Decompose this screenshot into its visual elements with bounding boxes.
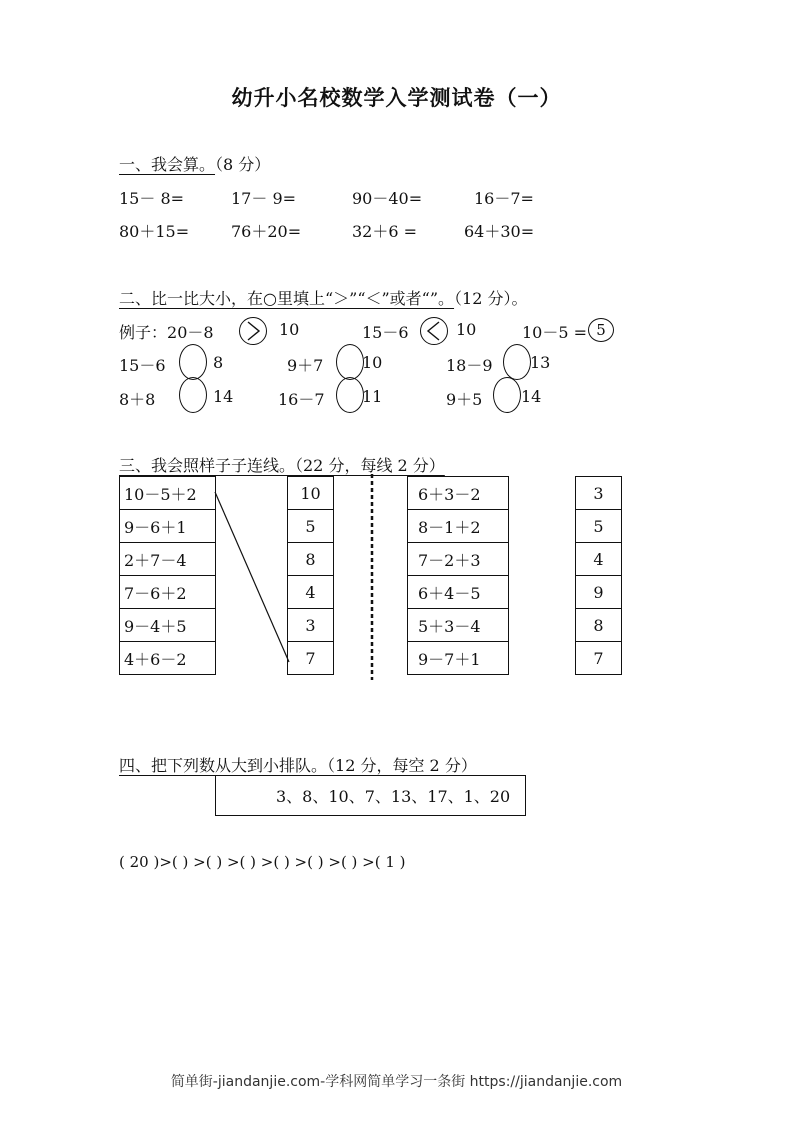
section4-heading	[119, 753, 477, 776]
calc-2-2: 76＋20=	[231, 222, 302, 241]
left-num-cell: 4	[288, 576, 334, 609]
left-number-table	[287, 476, 334, 675]
page-title: 幼升小名校数学入学测试卷（一）	[231, 85, 562, 110]
compare-2-3-left: 9＋5	[446, 390, 483, 409]
right-expr-cell: 6＋4－5	[408, 576, 509, 609]
example-connect-line	[210, 476, 294, 680]
section4-points: （12 分，每空 2 分）	[327, 756, 477, 775]
right-expr-cell: 5＋3－4	[408, 609, 509, 642]
footer-watermark: 简单街-jiandanjie.com-学科网简单学习一条街 https://jiandanjie.com	[170, 1074, 623, 1090]
example-2-right: 10	[456, 320, 477, 339]
dotted-divider	[369, 474, 375, 680]
right-expr-cell: 6＋3－2	[408, 477, 509, 510]
compare-1-1-right: 8	[213, 353, 224, 372]
answer-circle-1-1[interactable]	[179, 344, 207, 380]
answer-circle-2-2[interactable]	[336, 377, 364, 413]
left-expression-table	[119, 476, 216, 675]
compare-2-1-left: 8＋8	[119, 390, 156, 409]
right-num-cell: 9	[576, 576, 622, 609]
right-num-cell: 4	[576, 543, 622, 576]
right-expr-cell: 9－7＋1	[408, 642, 509, 675]
calc-1-1: 15－ 8=	[119, 189, 185, 208]
section4-title: 四、把下列数从大到小排队。	[119, 756, 328, 775]
answer-circle-2-1[interactable]	[179, 377, 207, 413]
compare-2-2-left: 16－7	[278, 390, 325, 409]
left-num-cell: 5	[288, 510, 334, 543]
calc-1-2: 17－ 9=	[231, 189, 297, 208]
right-expr-cell: 8－1＋2	[408, 510, 509, 543]
calc-2-4: 64＋30=	[464, 222, 535, 241]
left-num-cell: 7	[288, 642, 334, 675]
ordering-answer-line: ( 20 )>( ) >( ) >( ) >( ) >( ) >( ) >( 1 )	[119, 853, 406, 871]
section1-title: 一、我会算。	[119, 155, 216, 174]
compare-1-1-left: 15－6	[119, 356, 166, 375]
section1-points: （8 分）	[215, 155, 271, 174]
right-num-cell: 7	[576, 642, 622, 675]
calc-1-3: 90－40=	[352, 189, 423, 208]
right-num-cell: 3	[576, 477, 622, 510]
left-expr-cell: 9－6＋1	[120, 510, 216, 543]
right-expr-cell: 7－2＋3	[408, 543, 509, 576]
left-expr-cell: 2＋7－4	[120, 543, 216, 576]
section2-points: （12 分）。	[454, 289, 528, 308]
right-num-cell: 5	[576, 510, 622, 543]
example-3-left: 10－5 =	[522, 323, 588, 342]
section3-heading	[119, 453, 445, 476]
compare-2-3-right: 14	[521, 387, 542, 406]
left-expr-cell: 10－5＋2	[120, 477, 216, 510]
compare-2-2-right: 11	[362, 387, 383, 406]
left-expr-cell: 4＋6－2	[120, 642, 216, 675]
right-expression-table	[407, 476, 509, 675]
answer-circle-1-3[interactable]	[503, 344, 531, 380]
calc-2-3: 32＋6 =	[352, 222, 418, 241]
section3-title: 三、我会照样子子连线。（22 分，每线 2 分）	[119, 456, 445, 475]
example-3-right: 5	[588, 318, 614, 342]
left-num-cell: 10	[288, 477, 334, 510]
example-2-left: 15－6	[362, 323, 409, 342]
left-num-cell: 8	[288, 543, 334, 576]
less-sign-icon	[420, 317, 448, 345]
section2-heading	[119, 286, 528, 309]
number-sequence-box: 3、8、10、7、13、17、1、20	[215, 775, 526, 816]
answer-circle-2-3[interactable]	[493, 377, 521, 413]
compare-1-2-right: 10	[362, 353, 383, 372]
right-number-table	[575, 476, 622, 675]
left-expr-cell: 9－4＋5	[120, 609, 216, 642]
section1-heading	[119, 152, 270, 175]
left-expr-cell: 7－6＋2	[120, 576, 216, 609]
answer-circle-1-2[interactable]	[336, 344, 364, 380]
greater-sign-icon	[239, 317, 267, 345]
compare-2-1-right: 14	[213, 387, 234, 406]
calc-2-1: 80＋15=	[119, 222, 190, 241]
example-label: 例子：20－8	[119, 323, 214, 342]
section2-title: 二、比一比大小，在○里填上“＞”“＜”或者“”。	[119, 289, 455, 308]
left-num-cell: 3	[288, 609, 334, 642]
calc-1-4: 16－7=	[474, 189, 534, 208]
compare-1-2-left: 9＋7	[287, 356, 324, 375]
compare-1-3-left: 18－9	[446, 356, 493, 375]
right-num-cell: 8	[576, 609, 622, 642]
example-1-right: 10	[279, 320, 300, 339]
compare-1-3-right: 13	[530, 353, 551, 372]
